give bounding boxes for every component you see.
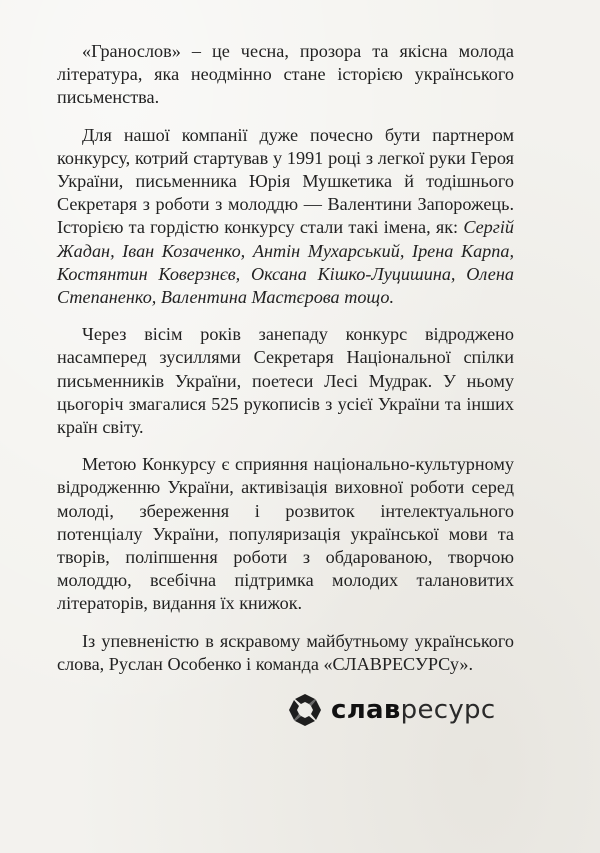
paragraph-signature: Із упевненістю в яскравому майбутньому українського слова, Руслан Особенко і команда «СЛАВРЕСУРСу».: [57, 630, 514, 674]
logo-text-bold: слав: [331, 695, 401, 725]
logo-text-light: ресурс: [400, 695, 496, 725]
slavresurs-logo-text: [331, 697, 495, 723]
slavresurs-logo-icon: [288, 693, 322, 727]
paragraph-goal: Метою Конкурсу є сприяння національно-культурному відродженню України, активізація виховної роботи серед молоді, збереження і розвиток інтелектуального потенціалу України, популяризація української мови та творів, поліпшення роботи з обдарованою, творчою молоддю, всебічна підтримка молодих талановитих літераторів, видання їх книжок.: [57, 454, 514, 614]
paragraph-partner: [57, 124, 514, 310]
paragraph-revival: Через вісім років занепаду конкурс відроджено насамперед зусиллями Секретаря Національної спілки письменників України, поетеси Лесі Мудрак. У ньому цьогоріч змагалися 525 рукописів з усієї України та інших країн світу.: [57, 324, 514, 438]
paragraph-partner-text: Для нашої компанії дуже почесно бути партнером конкурсу, котрий стартував у 1991 році з легкої руки Героя України, письменника Юрія Мушкетика й тодішнього Секретаря з роботи з молоддю — Валентини Запорожець. Історією та гордістю конкурсу стали такі імена, як:: [57, 124, 514, 238]
paragraph-granoslov: «Гранослов» – це чесна, прозора та якісна молода література, яка неодмінно стане історією українського письменства.: [57, 41, 514, 108]
paragraph-partner-names: Сергій Жадан, Іван Козаченко, Антін Мухарський, Ірена Карпа, Костянтин Коверзнєв, Оксана Кішко-Луцишина, Олена Степаненко, Валентина Мастєрова тощо.: [57, 217, 514, 308]
slavresurs-logo: [288, 690, 495, 730]
document-body: [57, 40, 514, 690]
